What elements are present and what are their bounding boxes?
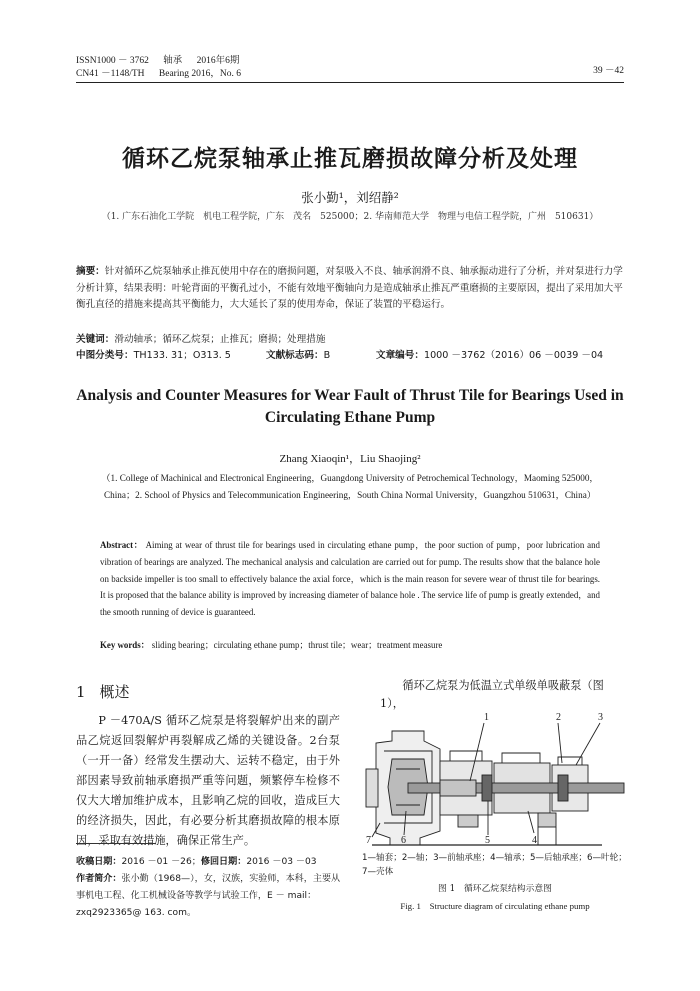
revised-date: 2016 －03 －03: [246, 857, 317, 867]
authors-cn: 张小勤¹，刘绍静²: [301, 190, 399, 205]
callout-4: 4: [532, 835, 537, 846]
cn-code: CN41 －1148/TH: [76, 69, 145, 79]
abstract-cn-text: 针对循环乙烷泵轴承止推瓦使用中存在的磨损问题，对泵吸入不良、轴承润滑不良、轴承振动进行了分析，并对泵进行力学分析计算，结果表明：叶轮背面的平衡孔过小，不能有效地平衡轴向力是造成轴承止推瓦严重磨损的主要原因，提出了采用加大平衡孔直径的措施来提高其平衡能力，大大延长了泵的使用寿命，保证了装置的平稳运行。: [76, 266, 623, 310]
callout-7: 7: [366, 835, 371, 846]
article-no-value: 1000 －3762（2016）06 －0039 －04: [423, 350, 604, 361]
callout-1: 1: [484, 712, 489, 723]
bearing-rear: [558, 775, 568, 801]
section-title: 概述: [99, 683, 130, 701]
article-no-label: 文章编号：: [376, 350, 424, 361]
abstract-cn: [76, 264, 624, 314]
running-header-left: [76, 55, 253, 81]
page-range: 39 －42: [593, 66, 624, 76]
title-cn: 循环乙烷泵轴承止推瓦磨损故障分析及处理: [122, 146, 578, 172]
received-date: 2016 －01 －26；: [121, 857, 201, 867]
abstract-en-label: Abstract：: [100, 540, 144, 550]
doc-code-value: B: [323, 350, 331, 361]
abstract-en-text: Aiming at wear of thrust tile for bearings used in circulating ethane pump，the poor suction of pump，poor lubrication and vibration of bearings are analyzed. The mechanical analysis and calculation are carried out for pump. The results show that the balance hole on backside impeller is too small to effectively balance the axial force，which is the main reason for severe wear of thrust tile for bearings. It is proposed that the balance ability is improved by increasing diameter of balance hole . The service life of pump is greatly extended，and the smooth running of device is guaranteed.: [100, 540, 600, 618]
footnote-rule: [76, 843, 156, 844]
keywords-en-text: sliding bearing；circulating ethane pump；thrust tile；wear；treatment measure: [151, 640, 443, 650]
clc-label: 中图分类号：: [76, 350, 134, 361]
keywords-cn-label: 关键词：: [76, 334, 115, 345]
classification-line: [76, 347, 624, 361]
doc-code-label: 文献标志码：: [266, 350, 324, 361]
suction-flange: [366, 769, 378, 807]
authors-en: Zhang Xiaoqin¹，Liu Shaojing²: [279, 453, 421, 465]
author-bio-text: 张小勤（1968—），女，汉族，实验师，本科，主要从事机电工程、化工机械设备等教学与试验工作，E － mail：zxq2923365@ 163. com。: [76, 874, 341, 918]
bearing-front: [482, 775, 492, 801]
issn: ISSN1000 － 3762: [76, 56, 149, 66]
issue-cn: 2016年6期: [196, 56, 240, 66]
keywords-en: [100, 638, 600, 651]
section-heading: [76, 681, 144, 702]
abstract-en: [100, 537, 600, 621]
keywords-cn-text: 滑动轴承；循环乙烷泵；止推瓦；磨损；处理措施: [114, 334, 326, 345]
section-body: [76, 711, 340, 851]
journal-name-cn: 轴承: [163, 56, 183, 66]
shaft-sleeve: [440, 780, 476, 796]
right-column-intro: 循环乙烷泵为低温立式单级单吸蔽泵（图 1），: [380, 679, 604, 710]
affiliation-en: （1. College of Machinical and Electronical Engineering，Guangdong University of Petrochemical Technology，Maoming 525000，China；2. School of Physics and Telecommunication Engineering，South China Normal University，Guangzhou 510631，China）: [101, 473, 599, 500]
section-number: 1: [76, 683, 86, 701]
title-en: Analysis and Counter Measures for Wear Fault of Thrust Tile for Bearings Used in Circulating Ethane Pump: [76, 387, 624, 426]
abstract-cn-label: 摘要：: [76, 266, 105, 277]
received-label: 收稿日期：: [76, 857, 122, 867]
callout-6: 6: [401, 835, 406, 846]
callout-5: 5: [485, 835, 490, 846]
keywords-en-label: Key words：: [100, 640, 150, 650]
journal-issue-en: Bearing 2016，No. 6: [158, 69, 241, 79]
clc-value: TH133. 31；O313. 5: [133, 350, 231, 361]
figure-legend: 1—轴套；2—轴；3—前轴承座；4—轴承；5—后轴承座；6—叶轮；7—壳体: [362, 853, 627, 877]
footnote: [76, 854, 346, 922]
figure-caption-en: Fig. 1 Structure diagram of circulating ethane pump: [400, 901, 590, 911]
affiliation-cn: （1. 广东石油化工学院 机电工程学院，广东 茂名 525000；2. 华南师范大学 物理与电信工程学院，广州 510631）: [101, 212, 599, 222]
revised-label: 修回日期：: [200, 857, 247, 867]
pump-structure-figure: [362, 703, 630, 851]
section-paragraph: P －470A/S 循环乙烷泵是将裂解炉出来的副产品乙烷返回裂解炉再裂解成乙烯的关键设备。2台泵（一开一备）经常发生摆动大、运转不稳定，由于外部因素导致前轴承磨损严重等问题，频繁停车检修不仅大大增加维护成本，且影响乙烷的回收，造成巨大的经济损失，因此，有必要分析其磨损故障的根本原因，采取有效措施，确保正常生产。: [76, 714, 340, 847]
callout-3: 3: [598, 712, 603, 723]
callout-2: 2: [556, 712, 561, 723]
figure-caption-cn: 图 1 循环乙烷泵结构示意图: [438, 884, 552, 894]
author-bio-label: 作者简介：: [76, 874, 122, 884]
keywords-cn: [76, 331, 624, 345]
header-rule: [76, 82, 624, 83]
